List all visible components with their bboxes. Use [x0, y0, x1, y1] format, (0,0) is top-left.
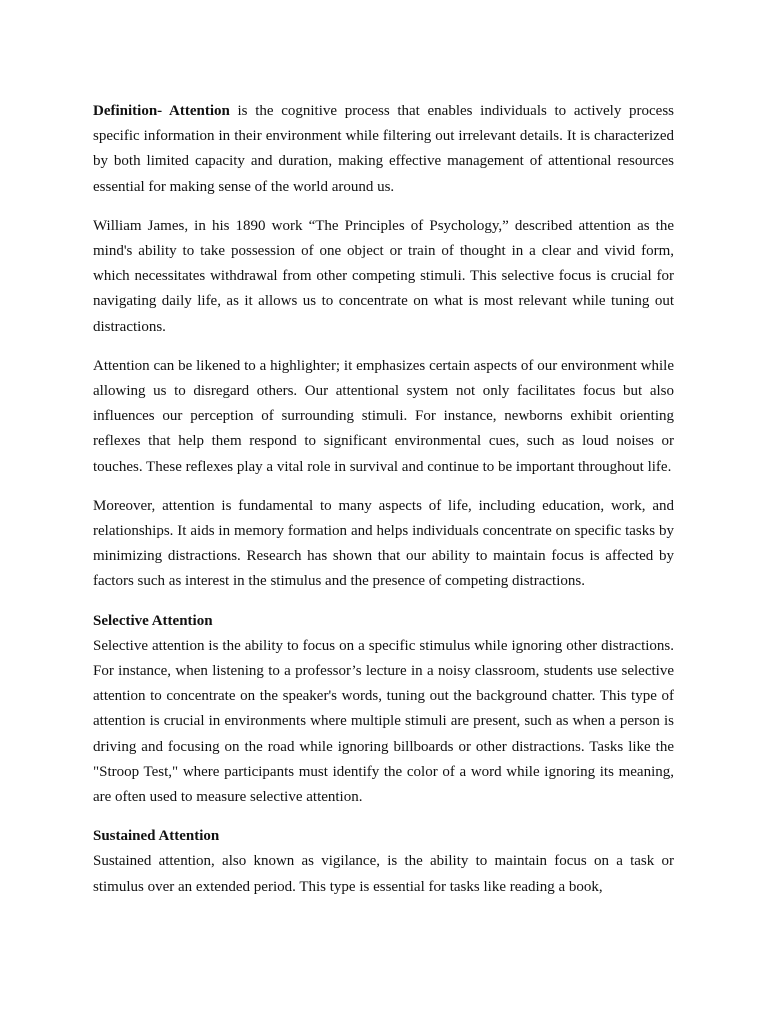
- section-text: Selective attention is the ability to focus on a specific stimulus while ignoring other distractions. For instance, when listening to a professor’s lecture in a noisy classroom, students use selective attention to concentrate on the speaker's words, tuning out the background chatter. This type of attention is crucial in environments where multiple stimuli are present, such as when a person is driving and focusing on the road while ignoring billboards or other distractions. Tasks like the "Stroop Test," where participants must identify the color of a word while ignoring its meaning, are often used to measure selective attention.: [93, 637, 674, 806]
- section-heading: Selective Attention: [93, 612, 213, 629]
- body-paragraph: Moreover, attention is fundamental to many aspects of life, including education, work, and relationships. It aids in memory formation and helps individuals concentrate on specific tasks by minimizing distractions. Research has shown that our ability to maintain focus is affected by factors such as interest in the stimulus and the presence of competing distractions.: [93, 497, 674, 590]
- section-text: Sustained attention, also known as vigilance, is the ability to maintain focus on a task or stimulus over an extended period. This type is essential for tasks like reading a book,: [93, 853, 674, 895]
- definition-paragraph: [93, 99, 674, 200]
- body-paragraph: Attention can be likened to a highlighter; it emphasizes certain aspects of our environment while allowing us to disregard others. Our attentional system not only facilitates focus but also influences our perception of surrounding stimuli. For instance, newborns exhibit orienting reflexes that help them respond to significant environmental cues, such as loud noises or touches. These reflexes play a vital role in survival and continue to be important throughout life.: [93, 357, 674, 475]
- definition-text: is the cognitive process that enables individuals to actively process specific information in their environment while filtering out irrelevant details. It is characterized by both limited capacity and duration, making effective management of attentional resources essential for making sense of the world around us.: [93, 103, 674, 195]
- section-sustained-attention: [93, 824, 674, 900]
- body-paragraph: William James, in his 1890 work “The Principles of Psychology,” described attention as the mind's ability to take possession of one object or train of thought in a clear and vivid form, which necessitates withdrawal from other competing stimuli. This selective focus is crucial for navigating daily life, as it allows us to concentrate on what is most relevant while tuning out distractions.: [93, 217, 674, 335]
- definition-term: Definition- Attention: [93, 103, 230, 119]
- section-selective-attention: [93, 609, 674, 811]
- section-heading: Sustained Attention: [93, 828, 220, 845]
